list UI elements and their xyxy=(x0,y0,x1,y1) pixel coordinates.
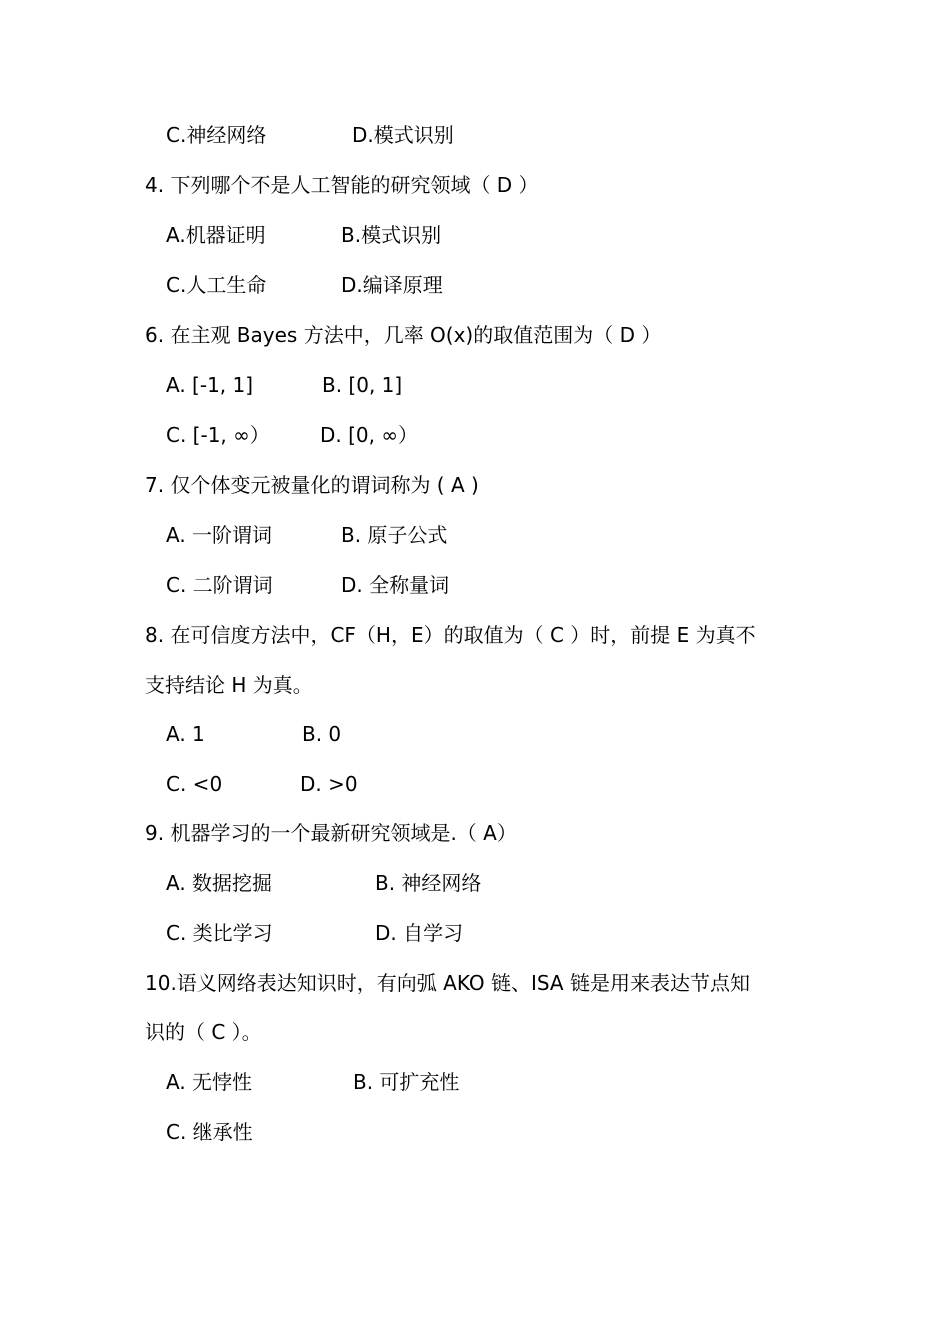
option-q8-d: D. >0 xyxy=(300,772,358,796)
question-7: 7. 仅个体变元被量化的谓词称为 ( A ) xyxy=(145,473,479,497)
option-q8-c: C. <0 xyxy=(166,772,223,796)
question-8-continued: 支持结论 H 为真。 xyxy=(145,673,313,697)
option-q4-b: B.模式识别 xyxy=(341,223,442,247)
option-q9-a: A. 数据挖掘 xyxy=(166,871,273,895)
option-q9-b: B. 神经网络 xyxy=(375,871,482,895)
option-q9-d: D. 自学习 xyxy=(375,921,464,945)
option-q7-b: B. 原子公式 xyxy=(341,523,448,547)
question-4: 4. 下列哪个不是人工智能的研究领域（ D ） xyxy=(145,173,539,197)
option-q4-d: D.编译原理 xyxy=(341,273,443,297)
question-10-continued: 识的（ C ）。 xyxy=(145,1020,262,1044)
option-q3-c: C.神经网络 xyxy=(166,123,267,147)
option-q3-d: D.模式识别 xyxy=(352,123,454,147)
question-9: 9. 机器学习的一个最新研究领域是.（ A） xyxy=(145,821,517,845)
option-q9-c: C. 类比学习 xyxy=(166,921,273,945)
option-q6-c: C. [-1, ∞） xyxy=(166,423,270,447)
option-q7-a: A. 一阶谓词 xyxy=(166,523,273,547)
option-q10-b: B. 可扩充性 xyxy=(353,1070,460,1094)
question-6: 6. 在主观 Bayes 方法中，几率 O(x)的取值范围为（ D ） xyxy=(145,323,662,347)
option-q8-a: A. 1 xyxy=(166,722,205,746)
question-10: 10.语义网络表达知识时，有向弧 AKO 链、ISA 链是用来表达节点知 xyxy=(145,971,750,995)
option-q4-c: C.人工生命 xyxy=(166,273,267,297)
option-q6-a: A. [-1, 1] xyxy=(166,373,254,397)
option-q7-d: D. 全称量词 xyxy=(341,573,450,597)
option-q6-d: D. [0, ∞） xyxy=(320,423,419,447)
option-q10-a: A. 无悖性 xyxy=(166,1070,253,1094)
option-q6-b: B. [0, 1] xyxy=(322,373,403,397)
option-q4-a: A.机器证明 xyxy=(166,223,266,247)
option-q7-c: C. 二阶谓词 xyxy=(166,573,273,597)
option-q10-c: C. 继承性 xyxy=(166,1120,253,1144)
option-q8-b: B. 0 xyxy=(302,722,342,746)
question-8: 8. 在可信度方法中，CF（H，E）的取值为（ C ）时，前提 E 为真不 xyxy=(145,623,756,647)
